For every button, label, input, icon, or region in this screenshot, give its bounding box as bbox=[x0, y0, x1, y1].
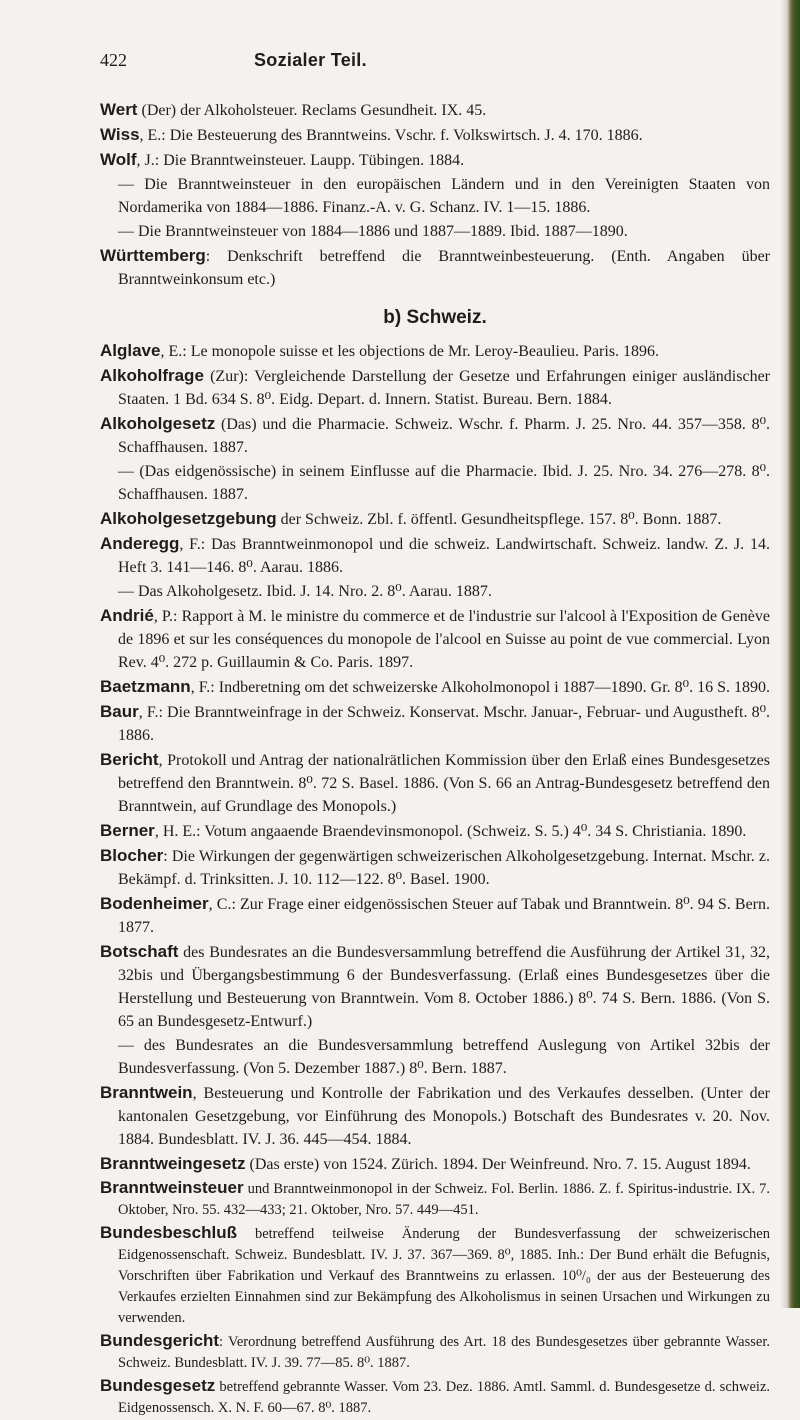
page-edge-shadow bbox=[780, 0, 800, 1308]
entry-text: der Schweiz. Zbl. f. öffentl. Gesundheitspflege. 157. 8⁰. Bonn. 1887. bbox=[276, 511, 722, 528]
entries-part-a bbox=[100, 98, 770, 291]
bibliography-entry bbox=[100, 1330, 770, 1374]
entry-keyword: Württemberg bbox=[100, 246, 206, 265]
bibliography-entry bbox=[100, 364, 770, 411]
entry-text: — Die Branntweinsteuer in den europäischen Ländern und in den Vereinigten Staaten von Nordamerika von 1884—1886. Finanz.-A. v. G. Schanz. IV. 1—15. 1886. bbox=[118, 176, 770, 216]
entry-keyword: Wolf bbox=[100, 150, 137, 169]
bibliography-entry bbox=[100, 460, 770, 506]
entry-keyword: Bericht bbox=[100, 750, 159, 769]
bibliography-entry bbox=[100, 940, 770, 1033]
entry-text: , P.: Rapport à M. le ministre du commerce et de l'industrie sur l'alcool à l'Exposition de Genève de 1896 et sur les conséquences du monopole de l'alcool en Suisse au point de vue commercial. Lyon Rev. 4⁰. 272 p. Guillaumin & Co. Paris. 1897. bbox=[118, 608, 770, 671]
entry-text: : Verordnung betreffend Ausführung des Art. 18 des Bundesgesetzes über gebrannte Wasser. Schweiz. Bundesblatt. IV. J. 39. 77—85. 8⁰. 1887. bbox=[118, 1334, 770, 1371]
entry-keyword: Andrié bbox=[100, 606, 154, 625]
running-title: Sozialer Teil. bbox=[254, 50, 367, 70]
bibliography-entry bbox=[100, 1034, 770, 1080]
entry-keyword: Alkoholgesetz bbox=[100, 414, 216, 433]
bibliography-entry bbox=[100, 339, 770, 363]
entry-keyword: Baur bbox=[100, 702, 139, 721]
bibliography-entry bbox=[100, 819, 770, 843]
entry-keyword: Branntweinsteuer bbox=[100, 1178, 244, 1197]
bibliography-entry bbox=[100, 1375, 770, 1419]
bibliography-body bbox=[100, 98, 770, 1420]
entry-text: , E.: Die Besteuerung des Branntweins. Vschr. f. Volkswirtsch. J. 4. 170. 1886. bbox=[139, 127, 643, 144]
entry-keyword: Bundesbeschluß bbox=[100, 1223, 237, 1242]
entry-text: — des Bundesrates an die Bundesversammlung betreffend Auslegung von Artikel 32bis der Bundesverfassung. (Von 5. Dezember 1887.) 8⁰. Bern. 1887. bbox=[118, 1037, 770, 1077]
entry-keyword: Wert bbox=[100, 100, 138, 119]
entry-keyword: Berner bbox=[100, 821, 155, 840]
entry-text: , E.: Le monopole suisse et les objections de Mr. Leroy-Beaulieu. Paris. 1896. bbox=[160, 343, 660, 360]
bibliography-entry bbox=[100, 748, 770, 818]
bibliography-entry bbox=[100, 148, 770, 172]
entry-text: (Das erste) von 1524. Zürich. 1894. Der Weinfreund. Nro. 7. 15. August 1894. bbox=[245, 1156, 751, 1173]
entry-keyword: Alkoholfrage bbox=[100, 366, 204, 385]
bibliography-entry bbox=[100, 507, 770, 531]
bibliography-entry bbox=[100, 892, 770, 939]
bibliography-entry bbox=[100, 604, 770, 674]
bibliography-entry bbox=[100, 123, 770, 147]
entry-text: (Zur): Vergleichende Darstellung der Gesetze und Erfahrungen einiger ausländischer Staaten. 1 Bd. 634 S. 8⁰. Eidg. Depart. d. Innern. Statist. Bureau. Bern. 1884. bbox=[118, 368, 770, 408]
entry-text: , J.: Die Branntweinsteuer. Laupp. Tübingen. 1884. bbox=[136, 152, 465, 169]
entry-text: — Das Alkoholgesetz. Ibid. J. 14. Nro. 2. 8⁰. Aarau. 1887. bbox=[118, 583, 492, 600]
entry-text: , Besteuerung und Kontrolle der Fabrikation und des Verkaufes desselben. (Unter der kantonalen Gesetzgebung, vor Einführung des Monopols.) Botschaft des Bundesrates v. 20. Nov. 1884. Bundesblatt. IV. J. 36. 445—454. 1884. bbox=[118, 1085, 770, 1148]
entry-keyword: Wiss bbox=[100, 125, 140, 144]
bibliography-entry bbox=[100, 580, 770, 603]
entry-text: , F.: Indberetning om det schweizerske Alkoholmonopol i 1887—1890. Gr. 8⁰. 16 S. 1890. bbox=[190, 679, 770, 696]
entry-keyword: Bodenheimer bbox=[100, 894, 209, 913]
bibliography-entry bbox=[100, 1222, 770, 1329]
entry-text: des Bundesrates an die Bundesversammlung betreffend die Ausführung der Artikel 31, 32, 32bis und Übergangsbestimmung 6 der Bundesverfassung. (Erlaß eines Bundesgesetzes über die Herstellung und Besteuerung von Branntwein. Vom 8. October 1886.) 8⁰. 74 S. Bern. 1886. (Von S. 65 an Bundesgesetz-Entwurf.) bbox=[118, 944, 770, 1030]
entry-text: betreffend teilweise Änderung der Bundesverfassung der schweizerischen Eidgenossenschaft. Schweiz. Bundesblatt. IV. J. 37. 367—369. 8⁰, 1885. Inh.: Der Bund erhält die Befugnis, Vorschriften über Fabrikation und Verkauf des Branntweins zu erlassen. 10⁰/₀ der aus der Besteuerung des Verkaufes erzielten Einnahmen sind zur Bekämpfung des Alkoholismus in seinen Ursachen und Wirkungen zu verwenden. bbox=[118, 1226, 770, 1326]
bibliography-entry bbox=[100, 1177, 770, 1221]
entry-keyword: Blocher bbox=[100, 846, 164, 865]
running-head bbox=[100, 50, 600, 74]
entries-part-b bbox=[100, 339, 770, 1419]
entry-text: — (Das eidgenössische) in seinem Einflusse auf die Pharmacie. Ibid. J. 25. Nro. 34. 276—278. 8⁰. Schaffhausen. 1887. bbox=[118, 463, 770, 503]
bibliography-entry bbox=[100, 98, 770, 122]
entry-text: : Denkschrift betreffend die Branntweinbesteuerung. (Enth. Angaben über Branntweinkonsum etc.) bbox=[118, 248, 770, 288]
entry-keyword: Branntwein bbox=[100, 1083, 193, 1102]
bibliography-entry bbox=[100, 1081, 770, 1151]
entry-keyword: Anderegg bbox=[100, 534, 180, 553]
entry-text: , Protokoll und Antrag der nationalrätlichen Kommission über den Erlaß eines Bundesgesetzes betreffend den Branntwein. 8⁰. 72 S. Basel. 1886. (Von S. 66 an Antrag-Bundesgesetz betreffend den Branntwein, auf Grundlage des Monopols.) bbox=[118, 752, 770, 815]
entry-text: , F.: Die Branntweinfrage in der Schweiz. Konservat. Mschr. Januar-, Februar- und Augustheft. 8⁰. 1886. bbox=[118, 704, 770, 744]
bibliography-entry bbox=[100, 244, 770, 291]
bibliography-entry bbox=[100, 675, 770, 699]
entry-text: , F.: Das Branntweinmonopol und die schweiz. Landwirtschaft. Schweiz. landw. Z. J. 14. Heft 3. 141—146. 8⁰. Aarau. 1886. bbox=[118, 536, 770, 576]
bibliography-entry bbox=[100, 412, 770, 459]
entry-text: — Die Branntweinsteuer von 1884—1886 und 1887—1889. Ibid. 1887—1890. bbox=[118, 223, 628, 240]
entry-keyword: Baetzmann bbox=[100, 677, 191, 696]
bibliography-entry bbox=[100, 700, 770, 747]
entry-text: (Der) der Alkoholsteuer. Reclams Gesundheit. IX. 45. bbox=[137, 102, 487, 119]
entry-keyword: Branntweingesetz bbox=[100, 1154, 246, 1173]
subheading-schweiz: b) Schweiz. bbox=[383, 307, 487, 328]
entry-text: , C.: Zur Frage einer eidgenössischen Steuer auf Tabak und Branntwein. 8⁰. 94 S. Bern. 1877. bbox=[118, 896, 770, 936]
bibliography-entry bbox=[100, 532, 770, 579]
bibliography-entry bbox=[100, 844, 770, 891]
page-number: 422 bbox=[100, 50, 127, 70]
bibliography-entry bbox=[100, 173, 770, 219]
entry-keyword: Bundesgericht bbox=[100, 1331, 220, 1350]
entry-keyword: Botschaft bbox=[100, 942, 179, 961]
entry-keyword: Alkoholgesetzgebung bbox=[100, 509, 277, 528]
entry-keyword: Bundesgesetz bbox=[100, 1376, 216, 1395]
bibliography-entry bbox=[100, 1152, 770, 1176]
entry-text: betreffend gebrannte Wasser. Vom 23. Dez. 1886. Amtl. Samml. d. Bundesgesetze d. schweiz. Eidgenossensch. X. N. F. 60—67. 8⁰. 1887. bbox=[118, 1379, 770, 1416]
entry-text: (Das) und die Pharmacie. Schweiz. Wschr. f. Pharm. J. 25. Nro. 44. 357—358. 8⁰. Schaffhausen. 1887. bbox=[118, 416, 770, 456]
bibliography-entry bbox=[100, 220, 770, 243]
entry-keyword: Alglave bbox=[100, 341, 161, 360]
entry-text: und Branntweinmonopol in der Schweiz. Fol. Berlin. 1886. Z. f. Spiritus-industrie. IX. 7. Oktober, Nro. 55. 432—433; 21. Oktober, Nro. 57. 449—451. bbox=[118, 1181, 770, 1218]
entry-text: : Die Wirkungen der gegenwärtigen schweizerischen Alkoholgesetzgebung. Internat. Mschr. z. Bekämpf. d. Trinksitten. J. 10. 112—122. 8⁰. Basel. 1900. bbox=[118, 848, 770, 888]
entry-text: , H. E.: Votum angaaende Braendevinsmonopol. (Schweiz. S. 5.) 4⁰. 34 S. Christiania. 1890. bbox=[154, 823, 747, 840]
